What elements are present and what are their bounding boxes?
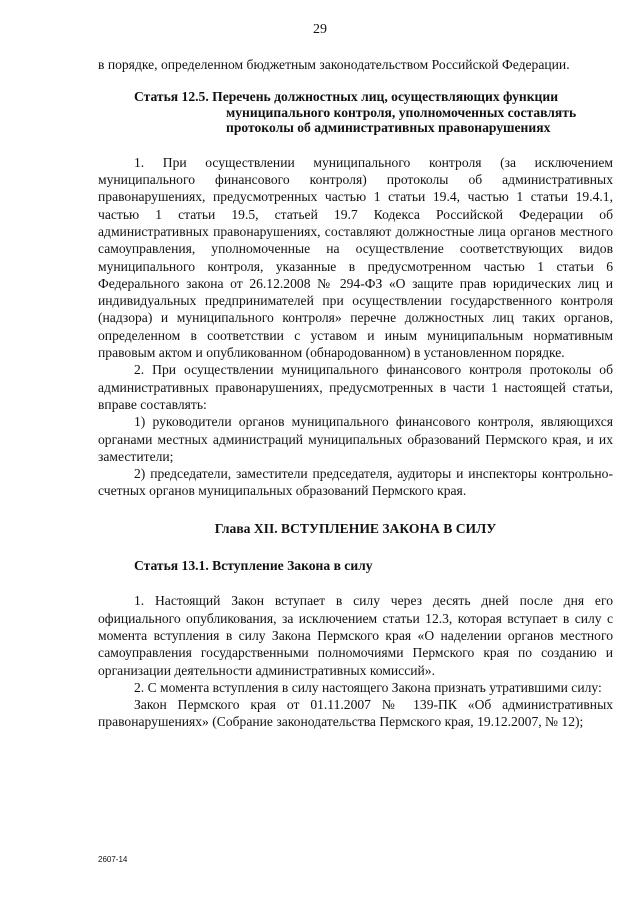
article-12-5-list-item-1: 1) руководители органов муниципального финансового контроля, являющихся органами местных администраций муниципальных образований Пермского края, и их заместители; [98,414,613,464]
article-13-1-paragraph-1: 1. Настоящий Закон вступает в силу через десять дней после дня его официального опубликования, за исключением статьи 12.3, которая вступает в силу с момента вступления в силу Закона Пермского края «О наделении органов местного самоуправления государственными полномочиями Пермского края по созданию и организации деятельности административных комиссий». [98,593,613,678]
page-number: 29 [313,22,327,37]
document-body [98,56,613,731]
article-12-5-heading [98,89,613,136]
footer-document-code: 2607-14 [98,855,128,864]
article-12-5-heading-line3: протоколы об административных правонарушениях [226,120,551,136]
article-12-5-heading-line1: Статья 12.5. Перечень должностных лиц, осуществляющих функции [134,89,559,105]
chapter-12-heading: Глава XII. ВСТУПЛЕНИЕ ЗАКОНА В СИЛУ [214,520,497,536]
article-12-5-heading-line2: муниципального контроля, уполномоченных составлять [226,104,577,120]
article-12-5-paragraph-2: 2. При осуществлении муниципального финансового контроля протоколы об административных правонарушениях, предусмотренных в части 1 настоящей статьи, вправе составлять: [98,362,613,412]
intro-fragment: в порядке, определенном бюджетным законодательством Российской Федерации. [98,57,570,72]
article-12-5-list-item-2: 2) председатели, заместители председателя, аудиторы и инспекторы контрольно-счетных органов муниципальных образований Пермского края. [98,466,613,499]
article-12-5-paragraph-1: 1. При осуществлении муниципального контроля (за исключением муниципального финансового контроля) протоколы об административных правонарушениях, предусмотренных частью 1 статьи 19.4, частью 1 статьи 19.4.1, частью 1 статьи 19.5, статьей 19.7 Кодекса Российской Федерации об административных правонарушениях, составляют должностные лица органов местного самоуправления, уполномоченные на осуществление соответствующих видов муниципального контроля, указанные в предусмотренном частью 1 статьи 6 Федерального закона от 26.12.2008 № 294-ФЗ «О защите прав юридических лиц и индивидуальных предпринимателей при осуществлении государственного контроля (надзора) и муниципального контроля» перечне должностных лиц таких органов, определенном в соответствии с уставом и иным муниципальным нормативным правовым актом и опубликованном (обнародованном) в установленном порядке. [98,154,613,361]
article-13-1-paragraph-2: 2. С момента вступления в силу настоящего Закона признать утратившими силу: [134,679,602,695]
article-13-1-paragraph-3: Закон Пермского края от 01.11.2007 № 139-ПК «Об административных правонарушениях» (Собрание законодательства Пермского края, 19.12.2007, № 12); [98,697,613,730]
article-13-1-heading: Статья 13.1. Вступление Закона в силу [134,558,373,574]
